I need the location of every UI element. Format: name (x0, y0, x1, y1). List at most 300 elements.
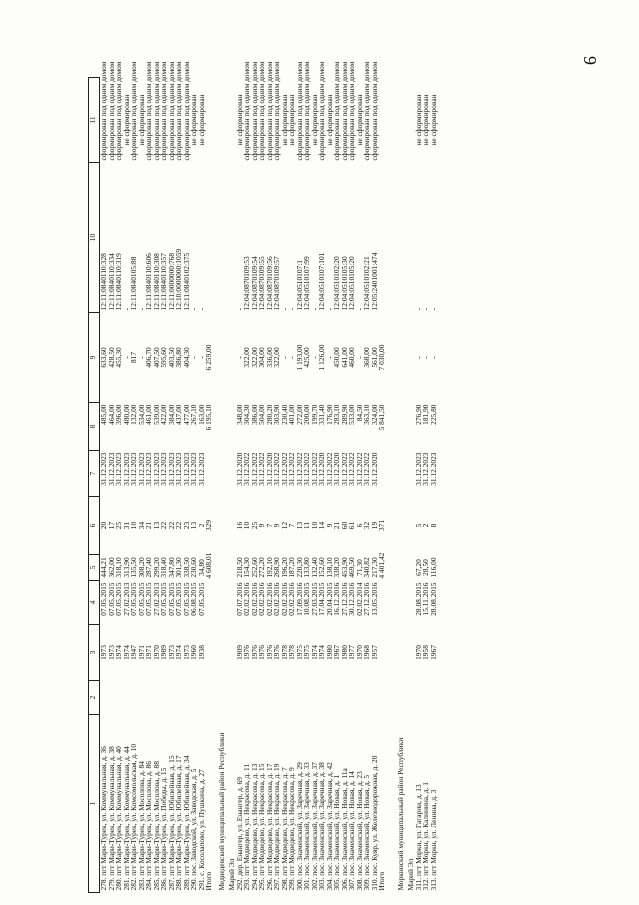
table-cell (205, 78, 215, 163)
table-cell: 561,00 (369, 347, 379, 368)
table-cell: сформирован под одним домом (362, 61, 371, 161)
table-cell: 1989 (159, 645, 168, 660)
table-cell: 1960 (189, 645, 198, 660)
table-cell: - (428, 308, 438, 311)
address-cell: 279. пгт Мари-Турек, ул. Коммунальная, д. 38 (106, 746, 116, 891)
table-cell: 347,80 (166, 557, 176, 578)
table-cell: 272,00 (294, 404, 304, 425)
table-cell: 386,80 (174, 347, 183, 368)
table-cell: 32 (362, 521, 371, 530)
table-cell: 276,90 (413, 404, 423, 425)
table-cell: 363,10 (362, 404, 371, 425)
table-cell: 371 (377, 519, 386, 532)
table-cell: 280,20 (264, 404, 274, 425)
table-cell: 1978 (279, 645, 289, 660)
table-cell: - (413, 356, 423, 359)
table-cell: 31.12.2022 (324, 452, 334, 486)
address-cell: 308. пос. Знаменский, ул. Новая, д. 23 (354, 771, 364, 891)
table-cell: - (309, 356, 319, 359)
table-cell: сформирован под одним домом (317, 61, 326, 161)
table-cell: 31.12.2020 (234, 452, 244, 486)
table-cell: 07.05.2015 (129, 582, 138, 616)
table-cell: сформирован под одним домом (166, 61, 176, 161)
table-cell: 27.02.2013 (151, 582, 161, 616)
table-cell: 368,00 (362, 347, 371, 368)
address-cell: 290. пос. Заводской, ул. Заводская, д. 5 (189, 768, 198, 891)
table-cell: 132,40 (309, 557, 319, 578)
address-cell: 286. пгт Мари-Турек, ул. Победы, д. 15 (159, 767, 168, 891)
table-cell: - (121, 308, 131, 311)
table-cell: 217,30 (369, 557, 379, 578)
table-cell: 6 (354, 523, 364, 528)
table-cell: - (421, 356, 430, 359)
address-cell: 306. пос. Знаменский, ул. Новая, д. 11а (339, 768, 349, 891)
table-cell: 1970 (354, 645, 364, 660)
table-cell: 1970 (151, 645, 161, 660)
table-cell: 225,80 (428, 404, 438, 425)
table-cell: 287,40 (144, 557, 153, 578)
table-cell: 1967 (428, 645, 438, 660)
section-heading-row (215, 78, 226, 893)
table-cell: 152,60 (317, 557, 326, 578)
table-cell: 13 (189, 521, 198, 530)
table-cell: 464,00 (106, 404, 116, 425)
table-cell (378, 581, 388, 625)
table-cell: 318,10 (114, 557, 123, 578)
table-cell: 1958 (421, 645, 430, 660)
table-cell: 1970 (413, 645, 423, 660)
table-cell: 12:11:0840102:375 (181, 252, 191, 311)
table-cell: 19 (369, 521, 379, 530)
table-cell: 02.02.2016 (249, 582, 259, 616)
address-cell: 310. пос. Куяр, ул. Железнодорожная, д. 20 (369, 755, 379, 891)
table-cell: 31.12.2022 (347, 452, 356, 486)
table-cell: - (287, 308, 296, 311)
table-cell: 07.05.2015 (196, 582, 206, 616)
table-cell: 4 608,01 (204, 552, 213, 579)
table-cell: сформирован под одним домом (114, 61, 123, 161)
table-cell: 12:04:0510107:99 (302, 256, 311, 311)
table-cell: 12:04:0870109:53 (242, 256, 251, 311)
table-cell: 14 (317, 521, 326, 530)
table-cell: 21 (332, 521, 341, 530)
table-cell: 12:04:0510107:1 (294, 259, 304, 311)
table-cell: 22 (166, 521, 176, 530)
table-cell: 07.05.2015 (174, 582, 183, 616)
table-cell: - (121, 356, 131, 359)
address-cell: 293. пгт Медведево, ул. Некрасова, д. 11 (242, 763, 251, 891)
table-cell: 28,50 (421, 559, 430, 576)
table-cell: 135,50 (129, 557, 138, 578)
table-cell: - (354, 308, 364, 311)
table-cell: - (196, 356, 206, 359)
table-cell: 02.02.2016 (264, 582, 274, 616)
table-cell: 20.04.2015 (324, 582, 334, 616)
table-cell: 31.12.2023 (114, 452, 123, 486)
table-cell: 4 401,42 (377, 552, 386, 579)
table-cell: 34,80 (196, 559, 206, 576)
table-cell: 7 (264, 523, 274, 528)
column-header: 2 (89, 681, 100, 715)
address-cell: 280. пгт Мари-Турек, ул. Коммунальная, д. 40 (114, 746, 123, 891)
table-cell: сформирован под одним домом (249, 61, 259, 161)
table-cell: 196,20 (279, 557, 289, 578)
table-cell: 1976 (272, 645, 281, 660)
table-cell: - (287, 356, 296, 359)
table-cell: 31.12.2023 (181, 452, 191, 486)
table-cell: 07.07.2016 (234, 582, 244, 616)
table-cell: 1980 (339, 645, 349, 660)
housing-register-table (88, 61, 438, 893)
table-cell: - (279, 356, 289, 359)
table-cell: 301,30 (174, 557, 183, 578)
table-cell: - (354, 356, 364, 359)
table-cell: 477,00 (181, 404, 191, 425)
address-cell: 299. пгт Медведево, ул. Некрасова, д. 9 (287, 767, 296, 891)
table-cell: 27.02.2013 (121, 582, 131, 616)
table-cell: сформирован под одним домом (151, 61, 161, 161)
table-cell: 2 (421, 523, 430, 528)
table-cell: 1971 (144, 645, 153, 660)
table-cell: сформирован под одним домом (294, 61, 304, 161)
table-cell: 10.08.2015 (302, 582, 311, 616)
table-cell: 12:11:0840110:334 (106, 253, 116, 311)
table-cell: 06.08.2015 (189, 582, 198, 616)
table-cell: 31.12.2022 (354, 452, 364, 486)
address-cell: Итого (377, 871, 386, 891)
table-cell (378, 163, 388, 313)
table-cell: 267,10 (189, 404, 198, 425)
table-cell: 817 (129, 351, 138, 364)
table-cell: 404,30 (181, 347, 191, 368)
table-cell: 31.12.2020 (332, 452, 341, 486)
table-cell: 02.02.2016 (287, 582, 296, 616)
section-heading: Медведевский муниципальный район Республики (216, 732, 226, 891)
table-cell: - (324, 356, 334, 359)
table-cell: 10 (129, 521, 138, 530)
table-cell: 02.02.2016 (279, 582, 289, 616)
table-cell: 308,20 (136, 557, 146, 578)
column-header: 4 (89, 581, 100, 625)
table-cell: 02.02.2014 (354, 582, 364, 616)
table-cell: не сформирован (189, 94, 198, 146)
table-cell: 07.05.2015 (144, 582, 153, 616)
table-cell: не сформирован (287, 94, 296, 146)
address-cell: 284. пгт Мари-Турек, ул. Мосолова, д. 86 (144, 761, 153, 891)
table-cell: 304,00 (257, 347, 266, 368)
table-cell: 31.12.2022 (272, 452, 281, 486)
table-cell: 437,00 (174, 404, 183, 425)
table-cell: 192,10 (264, 557, 274, 578)
table-cell: 455,30 (114, 347, 123, 368)
table-cell: 1957 (369, 645, 379, 660)
table-cell: 28.08.2015 (413, 582, 423, 616)
table-cell: 02.02.2016 (257, 582, 266, 616)
table-cell: 428,50 (106, 347, 116, 368)
table-cell: 27.12.2016 (362, 582, 371, 616)
table-cell: сформирован под одним домом (264, 61, 274, 161)
table-cell: 61 (347, 521, 356, 530)
table-cell: 13 (294, 521, 304, 530)
table-cell: 31.12.2023 (159, 452, 168, 486)
table-cell: 12:04:0870109:55 (257, 256, 266, 311)
table-cell: 31.12.2022 (257, 452, 266, 486)
table-cell: 12:11:0840110:328 (99, 253, 108, 311)
table-cell: 12:04:0870109:54 (249, 256, 259, 311)
table-cell: - (324, 308, 334, 311)
table-cell: - (189, 356, 198, 359)
table-cell: 67,20 (413, 559, 423, 576)
address-cell: 311. пгт Морки, ул. Гагарин, д. 13 (413, 784, 423, 891)
table-cell: 461,00 (144, 404, 153, 425)
table-cell: не сформирован (324, 94, 334, 146)
table-cell: 31.12.2023 (129, 452, 138, 486)
table-cell: 31.12.2022 (249, 452, 259, 486)
address-cell: 295. пгт Медведево, ул. Некрасова, д. 15 (257, 763, 266, 891)
table-cell: 15.11.2016 (421, 582, 430, 616)
table-cell: 504,00 (257, 404, 266, 425)
table-cell (205, 451, 215, 497)
page-number: 9 (580, 56, 600, 65)
table-cell: 9 (257, 523, 266, 528)
table-cell: 31.12.2023 (413, 452, 423, 486)
table-cell: 28.08.2015 (428, 582, 438, 616)
table-cell: 533,00 (347, 404, 356, 425)
table-cell (205, 581, 215, 625)
address-cell: 298. пгт Медведево, ул. Некрасова, д. 7 (279, 767, 289, 891)
table-row (198, 78, 206, 893)
column-header: 6 (89, 497, 100, 555)
table-cell: 340,82 (362, 557, 371, 578)
table-cell: 31.12.2023 (106, 452, 116, 486)
table-cell: 407,50 (151, 347, 161, 368)
table-cell: 10 (309, 521, 319, 530)
table-cell: 17 (106, 521, 116, 530)
table-row (430, 78, 438, 893)
table-cell: 22 (159, 521, 168, 530)
address-cell: 302. пос. Знаменский, ул. Заречная, д. 37 (309, 762, 319, 891)
table-cell: 181,90 (421, 404, 430, 425)
table-cell: 116,00 (428, 557, 438, 578)
table-cell: сформирован под одним домом (332, 61, 341, 161)
table-cell: 31.12.2022 (242, 452, 251, 486)
table-cell: 406,70 (144, 347, 153, 368)
table-cell: 07.05.2015 (181, 582, 191, 616)
table-cell: сформирован под одним домом (129, 61, 138, 161)
table-cell: 595,60 (159, 347, 168, 368)
table-cell: не сформирован (136, 94, 146, 146)
table-cell: 485,00 (99, 404, 108, 425)
table-cell: 1974 (121, 645, 131, 660)
table-cell: 200,00 (302, 404, 311, 425)
table-cell: - (421, 308, 430, 311)
table-cell: 07.05.2015 (166, 582, 176, 616)
rotated-table-container (88, 61, 633, 893)
table-cell: 12:10:0000000:1059 (174, 248, 183, 311)
table-cell: 31.12.2022 (294, 452, 304, 486)
table-cell: 31.12.2023 (121, 452, 131, 486)
table-cell: 1978 (287, 645, 296, 660)
table-cell: 31.12.2023 (174, 452, 183, 486)
address-cell: 303. пос. Знаменский, ул. Заречная, д. 38 (317, 762, 326, 891)
table-cell: 10 (242, 521, 251, 530)
table-cell: 252,60 (249, 557, 259, 578)
table-cell: 07.05.2015 (106, 582, 116, 616)
table-cell: 384,00 (166, 404, 176, 425)
table-cell: 5 841,50 (377, 404, 386, 431)
table-cell: 348,00 (234, 404, 244, 425)
address-cell: 313. пгт Морки, ул. Ленина, д. 3 (428, 789, 438, 891)
table-cell: 1947 (129, 645, 138, 660)
section-heading-row (225, 78, 236, 893)
section-heading: Моркинский муниципальный район Республики (395, 737, 405, 891)
table-cell: не сформирован (428, 94, 438, 146)
table-cell: 16.12.2016 (332, 582, 341, 616)
table-cell: 132,00 (129, 404, 138, 425)
table-cell: 1980 (324, 645, 334, 660)
table-cell (205, 163, 215, 313)
address-cell: 289. пгт Мари-Турек, ул. Юбилейная, д. 34 (181, 755, 191, 891)
table-cell: 539,00 (151, 404, 161, 425)
table-cell: 60 (339, 521, 349, 530)
table-cell: 641,00 (339, 347, 349, 368)
address-cell: 291. с. Косолапово, ул. Пушкина, д. 27 (196, 769, 206, 891)
table-cell: 1968 (362, 645, 371, 660)
table-cell: 218,50 (234, 557, 244, 578)
table-cell: 16 (234, 521, 244, 530)
table-cell: 1974 (174, 645, 183, 660)
section-heading-row (404, 78, 415, 893)
address-cell: 287. пгт Мари-Турек, ул. Юбилейная, д. 15 (166, 755, 176, 891)
table-cell: 8 (428, 523, 438, 528)
table-cell: сформирован под одним домом (174, 61, 183, 161)
table-cell: сформирован под одним домом (242, 61, 251, 161)
table-cell: 12:11:0840110:606 (144, 253, 153, 311)
table-cell: 12:04:0870109:56 (264, 256, 274, 311)
table-cell: 1974 (114, 645, 123, 660)
table-cell: 324,00 (369, 404, 379, 425)
table-cell: 289,90 (339, 404, 349, 425)
table-cell: 31.12.2022 (309, 452, 319, 486)
table-cell: сформирован под одним домом (302, 61, 311, 161)
table-cell: не сформирован (354, 94, 364, 146)
address-cell: Итого (204, 871, 213, 891)
table-cell (378, 451, 388, 497)
table-cell: 460,00 (347, 347, 356, 368)
table-cell: не сформирован (234, 94, 244, 146)
table-cell: 1974 (309, 645, 319, 660)
column-header: 1 (89, 715, 100, 893)
column-header: 8 (89, 403, 100, 451)
table-cell: 396,00 (114, 404, 123, 425)
table-cell: 07.05.2015 (159, 582, 168, 616)
table-cell: 13.05.2016 (369, 582, 379, 616)
table-cell: 199,70 (309, 404, 319, 425)
table-cell: 31.12.2020 (264, 452, 274, 486)
table-cell: 2 (196, 523, 206, 528)
table-cell: 34 (136, 521, 146, 530)
table-header (89, 78, 100, 893)
table-cell: 313,90 (121, 557, 131, 578)
table-cell: сформирован под одним домом (369, 61, 379, 161)
address-cell: 305. пос. Знаменский, ул. Новая, д. 1 (332, 774, 341, 891)
address-cell: 304. пос. Знаменский, ул. Заречная, д. 42 (324, 762, 334, 891)
table-cell: - (196, 308, 206, 311)
table-cell: 07.05.2015 (136, 582, 146, 616)
table-cell: 138,10 (324, 557, 334, 578)
table-cell: - (136, 308, 146, 311)
column-header: 9 (89, 313, 100, 403)
table-cell: 1976 (249, 645, 259, 660)
table-cell: 318,40 (159, 557, 168, 578)
table-cell: сформирован под одним домом (106, 61, 116, 161)
table-cell: 31.12.2020 (369, 452, 379, 486)
table-cell: 12:11:0000000:768 (166, 252, 176, 311)
table-cell: 31.12.2023 (421, 452, 430, 486)
table-cell: сформирован под одним домом (257, 61, 266, 161)
table-cell: 7 030,00 (377, 344, 386, 371)
table-cell: 1976 (242, 645, 251, 660)
table-cell: - (413, 308, 423, 311)
address-cell: 307. пос. Знаменский, ул. Новая, д. 14 (347, 771, 356, 891)
table-cell: 13 (151, 521, 161, 530)
table-cell: 31.12.2023 (99, 452, 108, 486)
table-cell: 84,50 (354, 404, 364, 422)
table-cell (378, 625, 388, 681)
table-cell (205, 625, 215, 681)
table-cell: 20 (99, 521, 108, 530)
table-cell: 403,50 (166, 347, 176, 368)
table-cell: 362,00 (106, 557, 116, 578)
table-cell: 30.12.2016 (347, 582, 356, 616)
table-cell: 12:11:0840110:308 (151, 253, 161, 311)
table-cell: 12:04:0510105:30 (339, 256, 349, 311)
table-cell: 1975 (294, 645, 304, 660)
table-cell: 1938 (196, 645, 206, 660)
table-cell: 31.12.2023 (151, 452, 161, 486)
table-cell: 07.05.2015 (114, 582, 123, 616)
table-cell: - (279, 308, 289, 311)
table-cell: 304,30 (242, 404, 251, 425)
table-cell: 220,30 (294, 557, 304, 578)
table-cell: не сформирован (309, 94, 319, 146)
table-cell: 1974 (317, 645, 326, 660)
table-cell: 12:04:0870109:57 (272, 256, 281, 311)
address-cell: 296. пгт Медведево, ул. Некрасова, д. 17 (264, 763, 274, 891)
column-header: 5 (89, 555, 100, 581)
table-cell: не сформирован (413, 94, 423, 146)
table-cell: сформирован под одним домом (347, 61, 356, 161)
table-cell: 02.02.2016 (242, 582, 251, 616)
table-cell: - (234, 308, 244, 311)
table-cell: 31.12.2023 (189, 452, 198, 486)
table-cell: 187,20 (287, 557, 296, 578)
table-cell: 422,00 (159, 404, 168, 425)
table-cell: 272,20 (257, 557, 266, 578)
table-cell: 31.12.2022 (287, 452, 296, 486)
column-header: 10 (89, 163, 100, 313)
table-cell: 27.12.2016 (339, 582, 349, 616)
table-cell: 1977 (347, 645, 356, 660)
table-cell: 1976 (264, 645, 274, 660)
table-cell: 401,00 (287, 404, 296, 425)
table-cell: 31.12.2022 (362, 452, 371, 486)
table-cell: не сформирован (421, 94, 430, 146)
address-cell: 292. дер. Енангер, ул. Енангер, д. 69 (234, 777, 244, 891)
table-cell: 6 259,00 (204, 344, 213, 371)
table-cell: 1909 (234, 645, 244, 660)
table-cell: 31.12.2023 (196, 452, 206, 486)
